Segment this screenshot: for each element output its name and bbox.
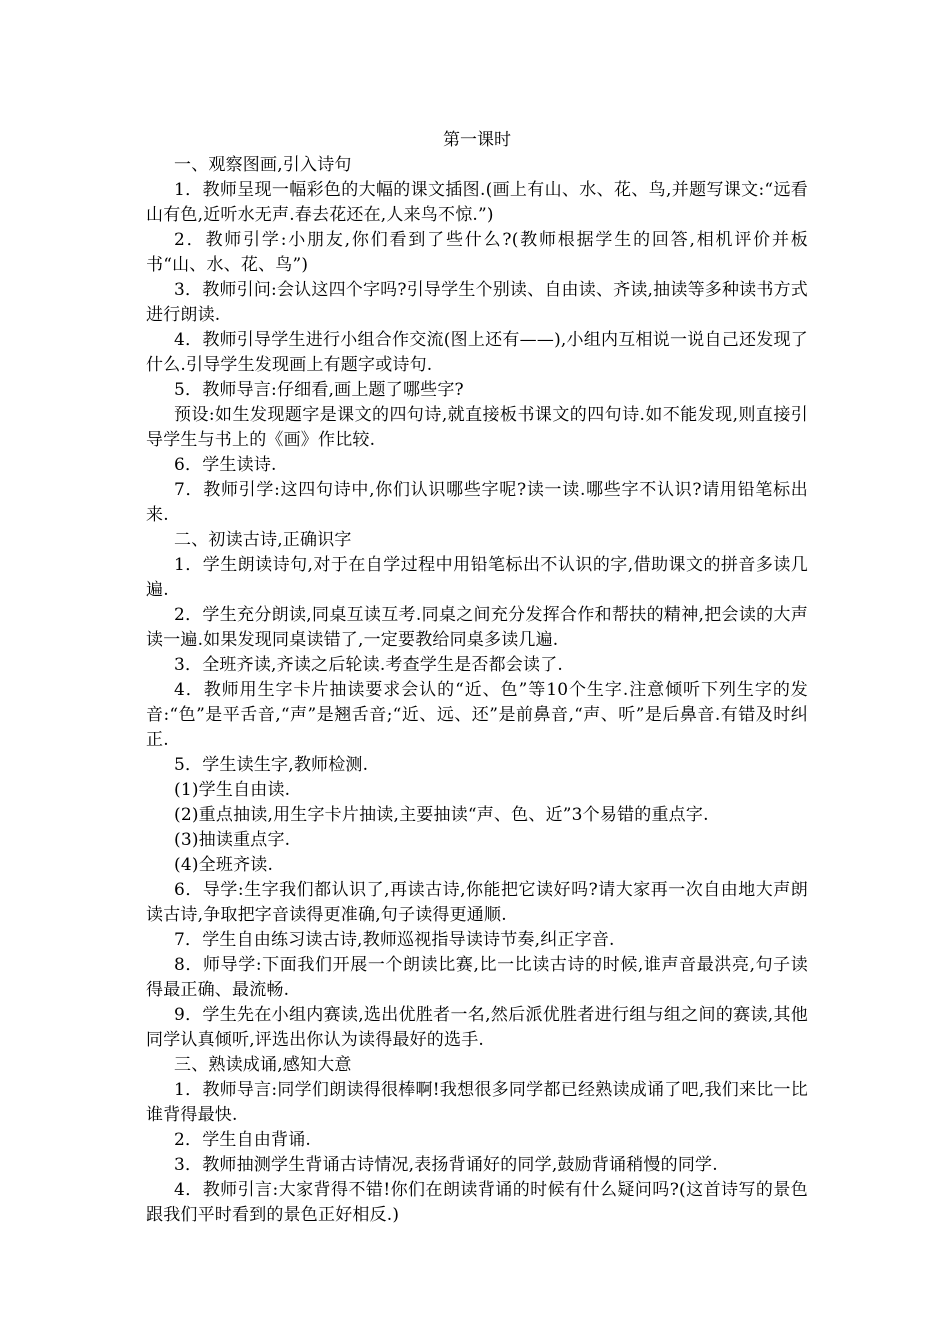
- paragraph: 3．教师抽测学生背诵古诗情况,表扬背诵好的同学,鼓励背诵稍慢的同学.: [174, 1155, 718, 1175]
- section-heading: 三、熟读成诵,感知大意: [174, 1055, 352, 1075]
- paragraph: (3)抽读重点字.: [174, 830, 291, 850]
- paragraph: 4．教师用生字卡片抽读要求会认的“近、色”等10个生字.注意倾听下列生字的发音:“色”是平舌音,“声”是翘舌音;“近、远、还”是前鼻音,“声、听”是后鼻音.有错及时纠正.: [146, 680, 808, 750]
- paragraph: 1．学生朗读诗句,对于在自学过程中用铅笔标出不认识的字,借助课文的拼音多读几遍.: [146, 555, 808, 600]
- paragraph: 5．学生读生字,教师检测.: [174, 755, 369, 775]
- section-heading: 一、观察图画,引入诗句: [174, 155, 352, 175]
- paragraph: 3．教师引问:会认这四个字吗?引导学生个别读、自由读、齐读,抽读等多种读书方式进行朗读.: [146, 280, 808, 325]
- paragraph: 2．教师引学:小朋友,你们看到了些什么?(教师根据学生的回答,相机评价并板书“山、水、花、鸟”): [146, 230, 808, 275]
- paragraph: 3．全班齐读,齐读之后轮读.考查学生是否都会读了.: [174, 655, 564, 675]
- paragraph: 预设:如生发现题字是课文的四句诗,就直接板书课文的四句诗.如不能发现,则直接引导学生与书上的《画》作比较.: [146, 405, 808, 450]
- document-page: [146, 128, 808, 1228]
- paragraph: 2．学生充分朗读,同桌互读互考.同桌之间充分发挥合作和帮扶的精神,把会读的大声读一遍.如果发现同桌读错了,一定要教给同桌多读几遍.: [146, 605, 808, 650]
- paragraph: 7．学生自由练习读古诗,教师巡视指导读诗节奏,纠正字音.: [174, 930, 615, 950]
- paragraph: (2)重点抽读,用生字卡片抽读,主要抽读“声、色、近”3个易错的重点字.: [174, 805, 709, 825]
- paragraph: 4．教师引言:大家背得不错!你们在朗读背诵的时候有什么疑问吗?(这首诗写的景色跟我们平时看到的景色正好相反.): [146, 1180, 808, 1225]
- section-heading: 二、初读古诗,正确识字: [174, 530, 352, 550]
- paragraph: 1．教师呈现一幅彩色的大幅的课文插图.(画上有山、水、花、鸟,并题写课文:“远看山有色,近听水无声.春去花还在,人来鸟不惊.”): [146, 180, 808, 225]
- paragraph: 1．教师导言:同学们朗读得很棒啊!我想很多同学都已经熟读成诵了吧,我们来比一比谁背得最快.: [146, 1080, 808, 1125]
- paragraph: 4．教师引导学生进行小组合作交流(图上还有——),小组内互相说一说自己还发现了什么.引导学生发现画上有题字或诗句.: [146, 330, 808, 375]
- page-title: 第一课时: [443, 130, 511, 150]
- paragraph: 6．学生读诗.: [174, 455, 277, 475]
- paragraph: 9．学生先在小组内赛读,选出优胜者一名,然后派优胜者进行组与组之间的赛读,其他同学认真倾听,评选出你认为读得最好的选手.: [146, 1005, 808, 1050]
- paragraph: (4)全班齐读.: [174, 855, 274, 875]
- paragraph: 5．教师导言:仔细看,画上题了哪些字?: [174, 380, 464, 400]
- paragraph: (1)学生自由读.: [174, 780, 291, 800]
- paragraph: 7．教师引学:这四句诗中,你们认识哪些字呢?读一读.哪些字不认识?请用铅笔标出来.: [146, 480, 808, 525]
- paragraph: 6．导学:生字我们都认识了,再读古诗,你能把它读好吗?请大家再一次自由地大声朗读古诗,争取把字音读得更准确,句子读得更通顺.: [146, 880, 808, 925]
- paragraph: 2．学生自由背诵.: [174, 1130, 312, 1150]
- paragraph: 8．师导学:下面我们开展一个朗读比赛,比一比读古诗的时候,谁声音最洪亮,句子读得最正确、最流畅.: [146, 955, 808, 1000]
